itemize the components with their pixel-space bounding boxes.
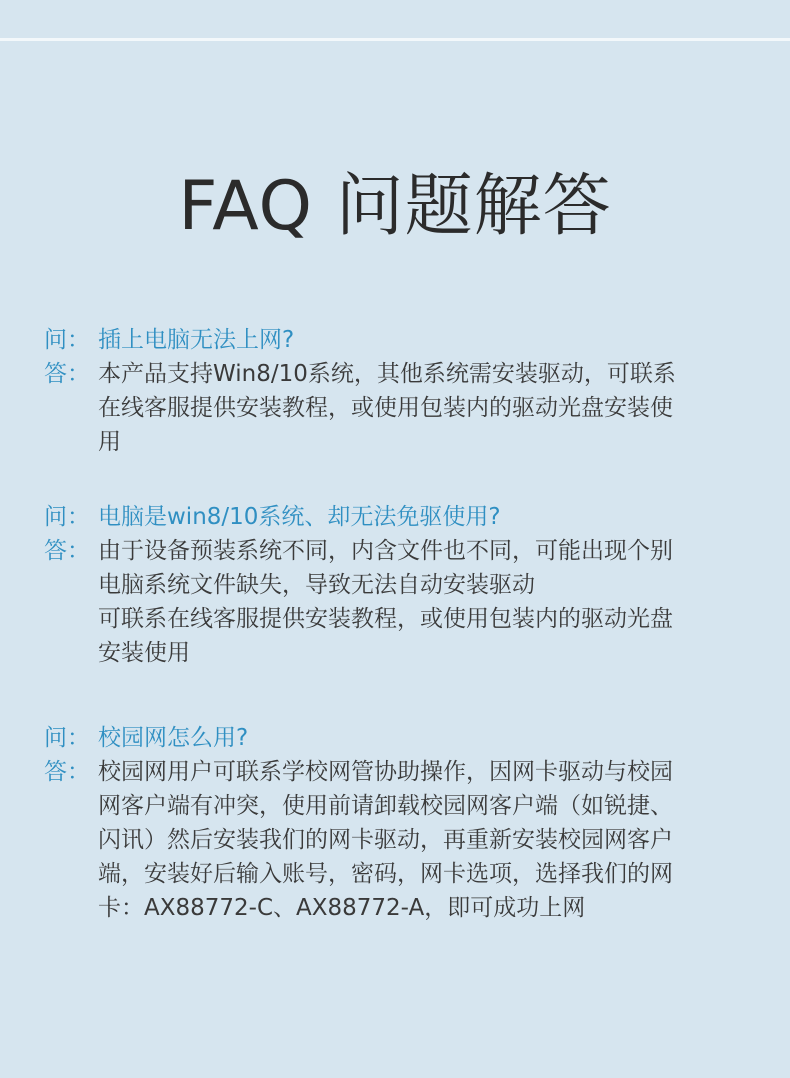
question-marker: 问： bbox=[44, 725, 90, 751]
answer-line: 可联系在线客服提供安装教程，或使用包装内的驱动光盘 bbox=[98, 606, 673, 632]
question-text: 插上电脑无法上网? bbox=[98, 327, 295, 353]
answer-line: 闪讯）然后安装我们的网卡驱动，再重新安装校园网客户 bbox=[98, 827, 673, 853]
answer-marker: 答： bbox=[44, 538, 90, 564]
answer-text bbox=[98, 755, 764, 925]
answer-line: 在线客服提供安装教程，或使用包装内的驱动光盘安装使 bbox=[98, 395, 673, 421]
question-text: 校园网怎么用? bbox=[98, 725, 249, 751]
answer-row bbox=[44, 755, 764, 925]
answer-line: 由于设备预装系统不同，内含文件也不同，可能出现个别 bbox=[98, 538, 673, 564]
question-marker: 问： bbox=[44, 504, 90, 530]
question-text: 电脑是win8/10系统、却无法免驱使用? bbox=[98, 504, 501, 530]
question-marker: 问： bbox=[44, 327, 90, 353]
answer-line: 本产品支持Win8/10系统，其他系统需安装驱动，可联系 bbox=[98, 361, 676, 387]
answer-line: 端，安装好后输入账号，密码，网卡选项，选择我们的网 bbox=[98, 861, 673, 887]
answer-line: 卡：AX88772-C、AX88772-A，即可成功上网 bbox=[98, 895, 586, 921]
question-row bbox=[44, 721, 764, 755]
answer-text bbox=[98, 357, 764, 459]
faq-item bbox=[44, 721, 764, 925]
answer-marker: 答： bbox=[44, 361, 90, 387]
question-row bbox=[44, 323, 764, 357]
answer-line: 电脑系统文件缺失，导致无法自动安装驱动 bbox=[98, 572, 535, 598]
answer-line: 安装使用 bbox=[98, 640, 190, 666]
answer-marker: 答： bbox=[44, 759, 90, 785]
answer-row bbox=[44, 534, 764, 670]
faq-item bbox=[44, 323, 764, 459]
answer-row bbox=[44, 357, 764, 459]
answer-text bbox=[98, 534, 764, 670]
answer-line: 用 bbox=[98, 429, 121, 455]
question-row bbox=[44, 500, 764, 534]
answer-line: 网客户端有冲突，使用前请卸载校园网客户端（如锐捷、 bbox=[98, 793, 673, 819]
answer-line: 校园网用户可联系学校网管协助操作，因网卡驱动与校园 bbox=[98, 759, 673, 785]
top-band bbox=[0, 0, 790, 38]
page-title: FAQ 问题解答 bbox=[178, 167, 612, 246]
faq-item bbox=[44, 500, 764, 670]
